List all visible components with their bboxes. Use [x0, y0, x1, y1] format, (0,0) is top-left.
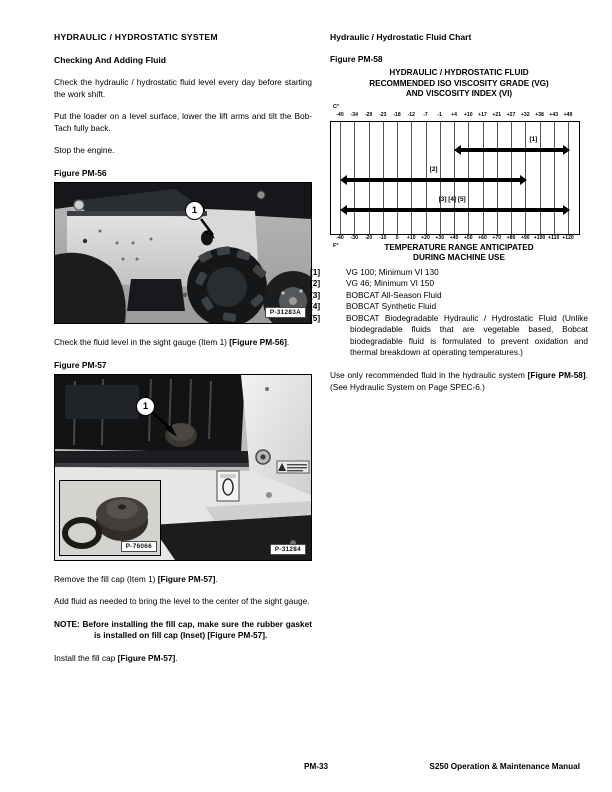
legend-item-text: VG 100; Minimum VI 130: [346, 266, 439, 277]
closing-text-pre: Use only recommended fluid in the hydraulic system: [330, 369, 528, 380]
legend-title-line1: TEMPERATURE RANGE ANTICIPATED: [384, 242, 534, 252]
fahrenheit-tick-label: +20: [421, 234, 430, 241]
paragraph-stop-engine: Stop the engine.: [54, 145, 115, 156]
paragraph-check-level: Check the hydraulic / hydrostatic fluid level every day before starting the work shift.: [54, 77, 312, 99]
celsius-tick-label: +21: [492, 111, 502, 118]
footer-manual-title: S250 Operation & Maintenance Manual: [429, 762, 580, 771]
figure-pm57-photo: [54, 374, 312, 561]
figure-pm57-photo-id: P-31284: [270, 544, 306, 555]
figure-ref-pm58: [Figure PM-58]: [527, 369, 586, 380]
closing-text-post: . (See Hydraulic System on Page SPEC-6.): [330, 369, 588, 392]
fahrenheit-tick-label: +80: [506, 234, 516, 241]
fahrenheit-tick-label: +120: [562, 234, 574, 241]
chart-title: [330, 68, 588, 100]
note-block: [54, 619, 312, 642]
celsius-tick-label: -34: [350, 111, 358, 118]
figure-pm56-callout-1: 1: [185, 201, 204, 220]
fahrenheit-axis-label: F°: [333, 242, 339, 249]
fahrenheit-tick-label: +10: [406, 234, 416, 241]
note-text: Before installing the fill cap, make sure the rubber gasket is installed on fill cap (Inset) [Figure PM-57].: [82, 618, 312, 641]
left-column: [54, 32, 312, 677]
chart-range-bar: [346, 208, 564, 213]
paragraph-check-sight-gauge-text: Check the fluid level in the sight gauge (Item 1): [54, 336, 230, 347]
fahrenheit-tick-label: +50: [463, 234, 473, 241]
celsius-tick-label: -18: [393, 111, 401, 118]
paragraph-add-fluid: Add fluid as needed to bring the level to the center of the sight gauge.: [54, 596, 310, 607]
paragraph-use-recommended-fluid: [330, 370, 588, 393]
right-column: [310, 32, 588, 404]
legend-item-5: [310, 312, 588, 359]
fahrenheit-tick-label: +30: [435, 234, 445, 241]
fahrenheit-tick-label: -10: [379, 234, 387, 241]
figure-ref-pm56: [Figure PM-56]: [229, 336, 287, 347]
figure-pm58-label: Figure PM-58: [330, 54, 383, 64]
fahrenheit-tick-label: -30: [350, 234, 358, 241]
paragraph-install-fill-cap: [54, 653, 312, 665]
fahrenheit-tick-label: +100: [533, 234, 546, 241]
fahrenheit-tick-label: +60: [478, 234, 487, 241]
legend-item: [310, 266, 588, 278]
legend-item: [310, 289, 588, 301]
figure-pm57-inset-id: P-76066: [121, 541, 157, 552]
celsius-tick-label: +43: [549, 111, 559, 118]
legend-item-text: BOBCAT All-Season Fluid: [346, 289, 442, 300]
chart-range-bar: [346, 178, 521, 183]
footer-page-number: PM-33: [304, 762, 329, 771]
celsius-tick-label: +32: [520, 111, 530, 118]
celsius-tick-label: +49: [563, 111, 573, 118]
paragraph-install-fill-cap-text: Install the fill cap: [54, 652, 118, 663]
legend-item-text: VG 46; Minimum VI 150: [346, 278, 435, 289]
paragraph-check-sight-gauge-end: .: [286, 336, 290, 347]
section-title: HYDRAULIC / HYDROSTATIC SYSTEM: [54, 32, 218, 42]
celsius-tick-label: -23: [379, 111, 387, 118]
celsius-tick-label: +17: [478, 111, 487, 118]
paragraph-check-sight-gauge: [54, 337, 312, 349]
fahrenheit-tick-label: 0: [395, 234, 399, 241]
paragraph-remove-fill-cap: [54, 574, 312, 586]
fahrenheit-tick-row: [330, 235, 578, 243]
chart-gridline: [568, 122, 569, 234]
legend-item-tag: [3]: [310, 289, 321, 300]
figure-pm57-inset: [59, 480, 161, 556]
chart-title-line1: HYDRAULIC / HYDROSTATIC FLUID: [389, 68, 529, 77]
fahrenheit-tick-label: +70: [492, 234, 502, 241]
figure-pm56-label: Figure PM-56: [54, 167, 107, 178]
chart-title-line3: AND VISCOSITY INDEX (VI): [405, 89, 513, 99]
legend-item-5-tag: [5]: [310, 312, 321, 323]
celsius-tick-row: [330, 112, 578, 120]
figure-pm56-photo: [54, 182, 312, 324]
fluid-chart-heading: Hydraulic / Hydrostatic Fluid Chart: [330, 32, 472, 42]
chart-range-bar: [460, 148, 564, 153]
celsius-tick-label: -1: [437, 111, 443, 118]
subsection-title: Checking And Adding Fluid: [54, 55, 167, 65]
celsius-axis-label: C°: [333, 103, 340, 110]
celsius-tick-label: +4: [451, 111, 457, 118]
paragraph-position-loader: Put the loader on a level surface, lower the lift arms and tilt the Bob-Tach fully back.: [54, 111, 312, 133]
figure-pm56-photo-id: P-31283A: [265, 307, 306, 318]
figure-ref-pm57-a: [Figure PM-57]: [157, 573, 216, 584]
celsius-tick-label: -40: [336, 111, 344, 118]
figure-pm57-callout-1: 1: [136, 397, 155, 416]
fahrenheit-tick-label: -40: [336, 234, 344, 241]
celsius-tick-label: -7: [423, 111, 428, 118]
legend-item-tag: [1]: [310, 266, 321, 277]
chart-gridline: [554, 122, 555, 234]
chart-range-bar-label: [1]: [529, 135, 538, 143]
paragraph-install-fill-cap-end: .: [175, 652, 178, 663]
celsius-tick-label: +27: [506, 111, 516, 118]
fahrenheit-tick-label: +90: [520, 234, 530, 241]
celsius-tick-label: -29: [364, 111, 373, 118]
legend-item-tag: [4]: [310, 301, 321, 312]
chart-title-line2: RECOMMENDED ISO VISCOSITY GRADE (VG): [369, 78, 549, 88]
fahrenheit-tick-label: +110: [548, 234, 560, 241]
chart-gridline: [540, 122, 541, 234]
paragraph-remove-fill-cap-text: Remove the fill cap (Item 1): [54, 573, 158, 584]
figure-ref-pm57-b: [Figure PM-57]: [117, 652, 176, 663]
legend-title: [330, 243, 588, 264]
legend-item-tag: [2]: [310, 278, 321, 289]
fahrenheit-tick-label: -20: [364, 234, 373, 241]
legend-item: [310, 301, 588, 312]
note-label: NOTE:: [54, 618, 80, 629]
figure-pm57-label: Figure PM-57: [54, 359, 107, 370]
legend-title-line2: DURING MACHINE USE: [413, 253, 505, 263]
legend-item: [310, 278, 588, 289]
chart-range-bar-label: [3] [4] [5]: [438, 195, 466, 203]
legend-item-5-text: BOBCAT Biodegradable Hydraulic / Hydrostatic Fluid (Unlike biodegradable fluids that are vegetable based, Bobcat biodegradable fluid is formulated to prevent oxidation and thermal breakdown at operating temperatures.): [346, 312, 588, 358]
paragraph-remove-fill-cap-end: .: [215, 573, 218, 584]
legend-item-text: BOBCAT Synthetic Fluid: [346, 301, 437, 312]
celsius-tick-label: -12: [407, 111, 415, 118]
chart-range-bar-label: [2]: [429, 165, 438, 173]
legend-list: [310, 266, 588, 313]
celsius-tick-label: +10: [463, 111, 473, 118]
chart-plot-area: [330, 121, 580, 235]
celsius-tick-label: +38: [535, 111, 544, 118]
fahrenheit-tick-label: +40: [449, 234, 459, 241]
